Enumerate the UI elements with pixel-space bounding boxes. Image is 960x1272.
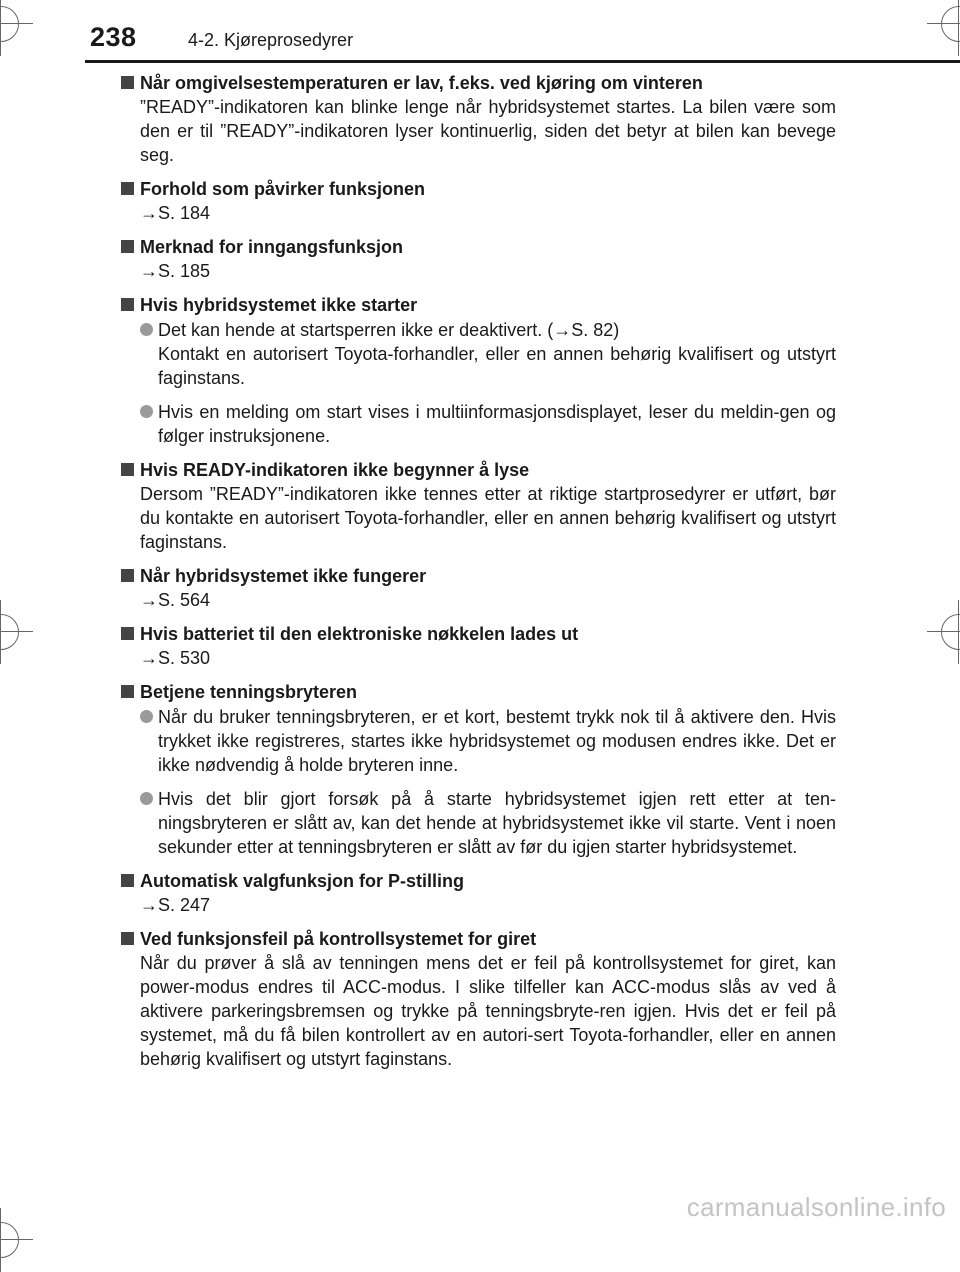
square-bullet-icon <box>121 627 134 640</box>
square-bullet-icon <box>121 298 134 311</box>
section-heading: Når omgivelsestemperaturen er lav, f.eks. ved kjøring om vinteren <box>121 71 836 95</box>
page-reference: →S. 184 <box>140 203 211 223</box>
section-paragraph: ”READY”-indikatoren kan blinke lenge når hybridsystemet startes. La bilen være som den er til ”READY”-indikatoren lyser kontinuerlig, siden det betyr at bilen kan bevege seg. <box>140 97 836 165</box>
bullet-item: Hvis det blir gjort forsøk på å starte hybridsystemet igjen rett etter at ten-ningsbryteren er slått av, kan det hende at hybridsystemet ikke vil starte. Vent i noen sekunder etter at tenningsbryteren er slått av før du igjen starter hybridsystemet. <box>121 787 836 859</box>
bullet-item: Hvis en melding om start vises i multiinformasjonsdisplayet, leser du meldin-gen og følger instruksjonene. <box>121 400 836 448</box>
page-reference: →S. 185 <box>140 261 211 281</box>
square-bullet-icon <box>121 932 134 945</box>
crop-mark-bottom-left <box>0 1222 19 1258</box>
arrow-right-icon: → <box>140 203 158 223</box>
crop-mark-mid-right <box>941 614 960 650</box>
section-heading: Ved funksjonsfeil på kontrollsystemet for giret <box>121 927 836 951</box>
page-reference: →S. 247 <box>140 895 211 915</box>
bullet-item: Når du bruker tenningsbryteren, er et kort, bestemt trykk nok til å aktivere den. Hvis trykket ikke registreres, startes ikke hybridsystemet og modusen endres ikke. Det er ikke nødvendig å holde bryteren inne. <box>121 705 836 777</box>
section-item <box>121 71 836 167</box>
arrow-right-icon: → <box>553 320 572 340</box>
section-paragraph: Dersom ”READY”-indikatoren ikke tennes etter at riktige startprosedyrer er utført, bør du kontakte en autorisert Toyota-forhandler, eller en annen behørig kvalifisert og utstyrt faginstans. <box>140 484 836 552</box>
section-item <box>121 680 836 859</box>
page-content <box>121 71 836 1081</box>
square-bullet-icon <box>121 685 134 698</box>
round-bullet-icon <box>140 405 153 418</box>
crop-mark-mid-left <box>0 614 19 650</box>
square-bullet-icon <box>121 874 134 887</box>
section-item <box>121 177 836 225</box>
round-bullet-icon <box>140 710 153 723</box>
header-rule <box>85 60 960 63</box>
section-item <box>121 293 836 448</box>
square-bullet-icon <box>121 76 134 89</box>
section-heading: Merknad for inngangsfunksjon <box>121 235 836 259</box>
watermark: carmanualsonline.info <box>686 1192 946 1222</box>
crop-mark-top-left <box>0 6 19 42</box>
round-bullet-icon <box>140 792 153 805</box>
section-heading: Hvis READY-indikatoren ikke begynner å lyse <box>121 458 836 482</box>
section-item <box>121 458 836 554</box>
page-number: 238 <box>90 22 137 52</box>
section-item <box>121 869 836 917</box>
square-bullet-icon <box>121 463 134 476</box>
arrow-right-icon: → <box>140 648 158 668</box>
arrow-right-icon: → <box>140 590 158 610</box>
section-paragraph: Når du prøver å slå av tenningen mens det er feil på kontrollsystemet for giret, kan power-modus endres til ACC-modus. I slike tilfeller kan ACC-modus slås av ved å aktivere parkeringsbremsen og trykke på tenningsbryte-ren igjen. Hvis det er feil på systemet, må du få bilen kontrollert av en autori-sert Toyota-forhandler, eller en annen behørig kvalifisert og utstyrt faginstans. <box>140 953 836 1069</box>
arrow-right-icon: → <box>140 895 158 915</box>
section-item <box>121 235 836 283</box>
section-title: 4-2. Kjøreprosedyrer <box>188 30 354 50</box>
section-heading: Betjene tenningsbryteren <box>121 680 836 704</box>
section-item <box>121 622 836 670</box>
square-bullet-icon <box>121 240 134 253</box>
arrow-right-icon: → <box>140 261 158 281</box>
square-bullet-icon <box>121 182 134 195</box>
section-heading: Når hybridsystemet ikke fungerer <box>121 564 836 588</box>
section-heading: Automatisk valgfunksjon for P-stilling <box>121 869 836 893</box>
page-reference: →S. 564 <box>140 590 211 610</box>
page-reference: →S. 530 <box>140 648 211 668</box>
round-bullet-icon <box>140 323 153 336</box>
section-heading: Hvis hybridsystemet ikke starter <box>121 293 836 317</box>
section-heading: Hvis batteriet til den elektroniske nøkkelen lades ut <box>121 622 836 646</box>
section-heading: Forhold som påvirker funksjonen <box>121 177 836 201</box>
section-item <box>121 564 836 612</box>
bullet-item: Det kan hende at startsperren ikke er deaktivert. (→S. 82) Kontakt en autorisert Toyota-forhandler, eller en annen behørig kvalifisert og utstyrt faginstans. <box>121 318 836 390</box>
square-bullet-icon <box>121 569 134 582</box>
crop-mark-top-right <box>941 6 960 42</box>
section-item <box>121 927 836 1071</box>
